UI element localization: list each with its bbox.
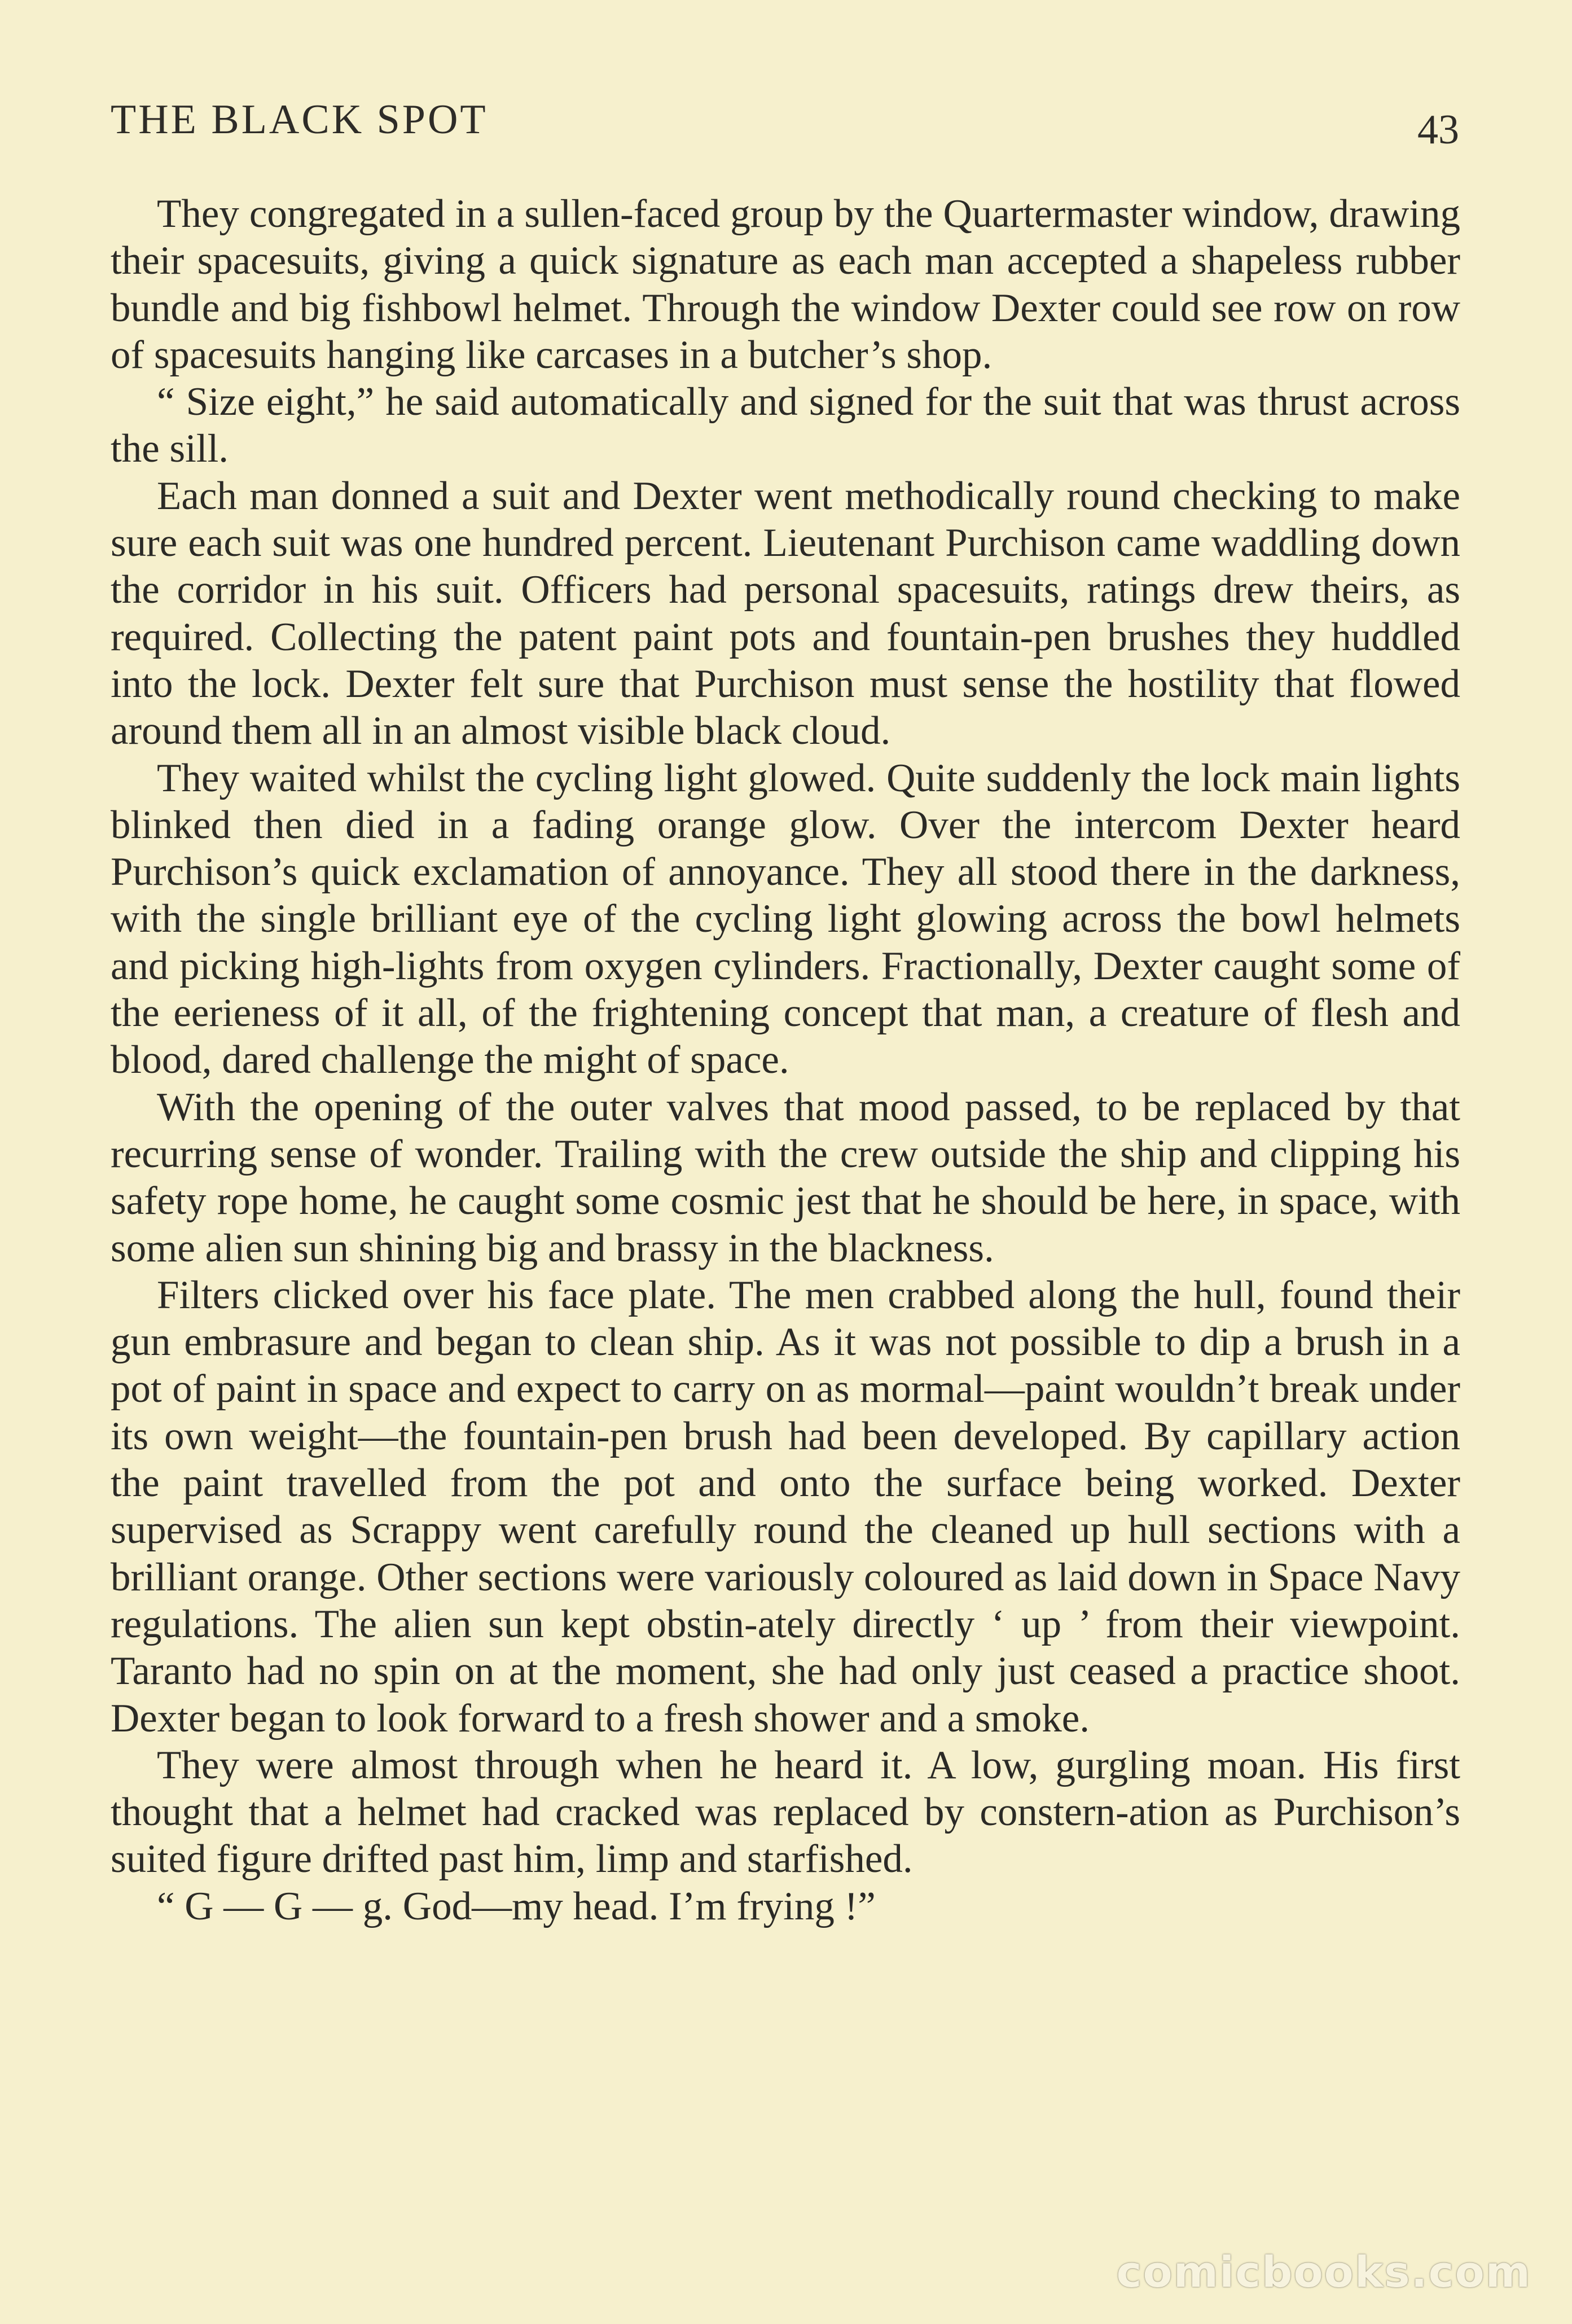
paragraph-6: Filters clicked over his face plate. The men crabbed along the hull, found their gun embrasure and began to clean ship. As it was not possible to dip a brush in a pot of paint in space and expect to carry on as mormal—paint wouldn’t break under its own weight—the fountain-pen brush had been developed. By capillary action the paint travelled from the pot and onto the surface being worked. Dexter supervised as Scrappy went carefully round the cleaned up hull sections with a brilliant orange. Other sections were variously coloured as laid down in Space Navy regulations. The alien sun kept obstin-ately directly ‘ up ’ from their viewpoint. Taranto had no spin on at the moment, she had only just ceased a practice shoot. Dexter began to look forward to a fresh shower and a smoke. [111, 1273, 1460, 1740]
paragraph-8: “ G — G — g. God—my head. I’m frying !” [157, 1884, 876, 1928]
running-head: THE BLACK SPOT [111, 97, 488, 143]
paragraph-1: They congregated in a sullen-faced group by the Quartermaster window, drawing their spacesuits, giving a quick signature as each man accepted a shapeless rubber bundle and big fishbowl helmet. Through the window Dexter could see row on row of spacesuits hanging like carcases in a butcher’s shop. [111, 192, 1460, 377]
body-text [111, 191, 1460, 1930]
watermark-text: comicbooks.com [1116, 2247, 1531, 2297]
paragraph-4: They waited whilst the cycling light glowed. Quite suddenly the lock main lights blinked then died in a fading orange glow. Over the intercom Dexter heard Purchison’s quick exclamation of annoyance. They all stood there in the darkness, with the single brilliant eye of the cycling light glowing across the bowl helmets and picking high-lights from oxygen cylinders. Fractionally, Dexter caught some of the eerieness of it all, of the frightening concept that man, a creature of flesh and blood, dared challenge the might of space. [111, 756, 1460, 1082]
paragraph-2: “ Size eight,” he said automatically and signed for the suit that was thrust across the sill. [111, 380, 1460, 471]
page-number: 43 [1417, 107, 1459, 153]
paragraph-3: Each man donned a suit and Dexter went methodically round checking to make sure each suit was one hundred percent. Lieutenant Purchison came waddling down the corridor in his suit. Officers had personal spacesuits, ratings drew theirs, as required. Collecting the patent paint pots and fountain-pen brushes they huddled into the lock. Dexter felt sure that Purchison must sense the hostility that flowed around them all in an almost visible black cloud. [111, 473, 1460, 753]
paragraph-5: With the opening of the outer valves that mood passed, to be replaced by that recurring sense of wonder. Trailing with the crew outside the ship and clipping his safety rope home, he caught some cosmic jest that he should be here, in space, with some alien sun shining big and brassy in the blackness. [111, 1085, 1460, 1270]
paragraph-7: They were almost through when he heard it. A low, gurgling moan. His first thought that a helmet had cracked was replaced by constern-ation as Purchison’s suited figure drifted past him, limp and starfished. [111, 1743, 1460, 1882]
